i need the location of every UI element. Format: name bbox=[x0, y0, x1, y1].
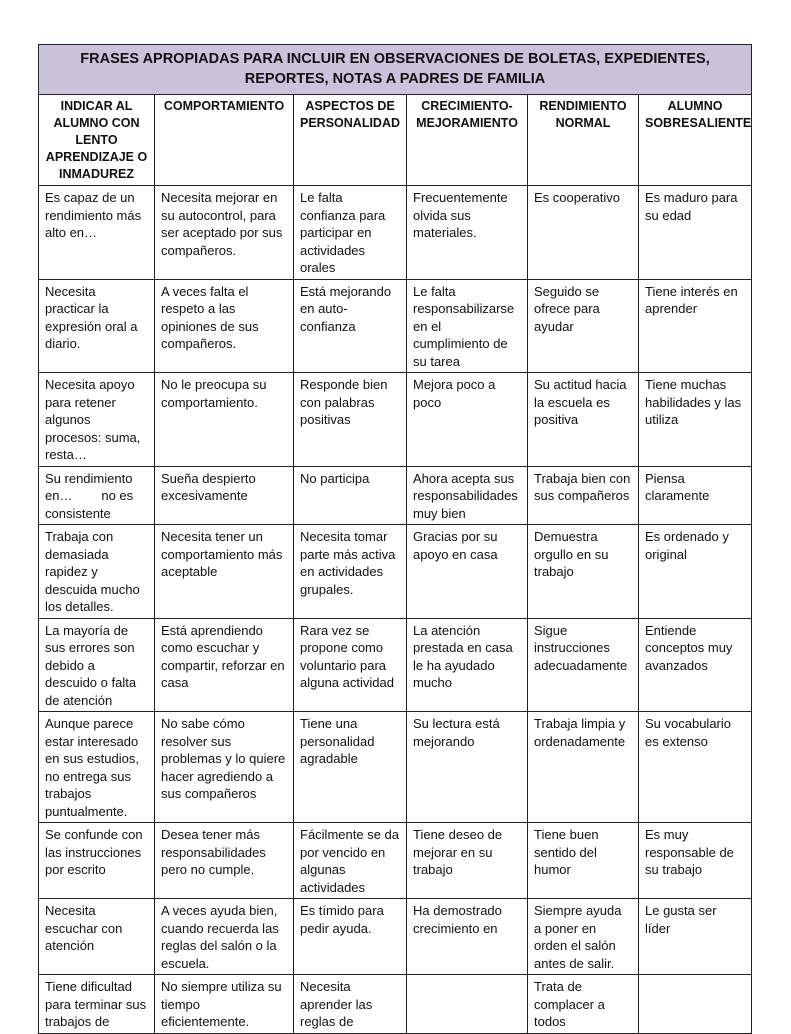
table-cell: Tiene dificultad para terminar sus trabajos de bbox=[39, 975, 155, 1034]
header-row bbox=[39, 95, 752, 186]
table-cell: Su lectura está mejorando bbox=[407, 712, 528, 823]
table-cell: Responde bien con palabras positivas bbox=[294, 373, 407, 467]
table-cell: Aunque parece estar interesado en sus estudios, no entrega sus trabajos puntualmente. bbox=[39, 712, 155, 823]
table-cell: La atención prestada en casa le ha ayudado mucho bbox=[407, 618, 528, 712]
table-cell: Necesita escuchar con atención bbox=[39, 899, 155, 975]
header-cell: CRECIMIENTO-MEJORAMIENTO bbox=[407, 95, 528, 186]
table-cell: Es capaz de un rendimiento más alto en… bbox=[39, 186, 155, 280]
table-title: FRASES APROPIADAS PARA INCLUIR EN OBSERVACIONES DE BOLETAS, EXPEDIENTES, REPORTES, NOTAS A PADRES DE FAMILIA bbox=[39, 45, 752, 95]
table-cell: Está aprendiendo como escuchar y compartir, reforzar en casa bbox=[155, 618, 294, 712]
table-cell: A veces ayuda bien, cuando recuerda las reglas del salón o la escuela. bbox=[155, 899, 294, 975]
table-cell: Demuestra orgullo en su trabajo bbox=[528, 525, 639, 619]
phrases-table bbox=[38, 44, 752, 1034]
header-cell: INDICAR AL ALUMNO CON LENTO APRENDIZAJE O INMADUREZ bbox=[39, 95, 155, 186]
table-row bbox=[39, 712, 752, 823]
table-cell: Trata de complacer a todos bbox=[528, 975, 639, 1034]
table-cell: Necesita practicar la expresión oral a diario. bbox=[39, 279, 155, 373]
table-cell: Mejora poco a poco bbox=[407, 373, 528, 467]
header-cell: RENDIMIENTO NORMAL bbox=[528, 95, 639, 186]
table-cell: Rara vez se propone como voluntario para alguna actividad bbox=[294, 618, 407, 712]
table-cell: Es tímido para pedir ayuda. bbox=[294, 899, 407, 975]
table-cell: Necesita apoyo para retener algunos procesos: suma, resta… bbox=[39, 373, 155, 467]
table-cell: Trabaja con demasiada rapidez y descuida mucho los detalles. bbox=[39, 525, 155, 619]
table-cell: A veces falta el respeto a las opiniones de sus compañeros. bbox=[155, 279, 294, 373]
table-cell: Está mejorando en auto-confianza bbox=[294, 279, 407, 373]
header-cell: ALUMNO SOBRESALIENTE bbox=[639, 95, 752, 186]
header-cell: COMPORTAMIENTO bbox=[155, 95, 294, 186]
table-cell: Se confunde con las instrucciones por escrito bbox=[39, 823, 155, 899]
table-cell: Necesita tomar parte más activa en actividades grupales. bbox=[294, 525, 407, 619]
table-cell: La mayoría de sus errores son debido a descuido o falta de atención bbox=[39, 618, 155, 712]
table-row bbox=[39, 975, 752, 1034]
header-cell: ASPECTOS DE PERSONALIDAD bbox=[294, 95, 407, 186]
table-cell: Ahora acepta sus responsabilidades muy bien bbox=[407, 466, 528, 525]
table-row bbox=[39, 373, 752, 467]
table-row bbox=[39, 618, 752, 712]
table-cell: Es cooperativo bbox=[528, 186, 639, 280]
table-cell: Es muy responsable de su trabajo bbox=[639, 823, 752, 899]
table-cell: Le falta confianza para participar en actividades orales bbox=[294, 186, 407, 280]
table-cell: Es maduro para su edad bbox=[639, 186, 752, 280]
table-cell: Sueña despierto excesivamente bbox=[155, 466, 294, 525]
table-cell: Piensa claramente bbox=[639, 466, 752, 525]
table-cell: Gracias por su apoyo en casa bbox=[407, 525, 528, 619]
table-row bbox=[39, 899, 752, 975]
table-row bbox=[39, 466, 752, 525]
table-cell: Le gusta ser líder bbox=[639, 899, 752, 975]
table-cell: Tiene muchas habilidades y las utiliza bbox=[639, 373, 752, 467]
table-cell: Tiene una personalidad agradable bbox=[294, 712, 407, 823]
table-cell: Su actitud hacia la escuela es positiva bbox=[528, 373, 639, 467]
table-cell: Su rendimiento en… no es consistente bbox=[39, 466, 155, 525]
table-cell: Siempre ayuda a poner en orden el salón antes de salir. bbox=[528, 899, 639, 975]
table-cell: Desea tener más responsabilidades pero no cumple. bbox=[155, 823, 294, 899]
table-cell: Tiene interés en aprender bbox=[639, 279, 752, 373]
table-cell: No siempre utiliza su tiempo eficientemente. bbox=[155, 975, 294, 1034]
table-cell: Tiene buen sentido del humor bbox=[528, 823, 639, 899]
table-cell: Trabaja bien con sus compañeros bbox=[528, 466, 639, 525]
table-cell: No participa bbox=[294, 466, 407, 525]
table-cell: Necesita mejorar en su autocontrol, para ser aceptado por sus compañeros. bbox=[155, 186, 294, 280]
table-cell: Frecuentemente olvida sus materiales. bbox=[407, 186, 528, 280]
document-sheet bbox=[38, 44, 751, 1034]
table-body bbox=[39, 186, 752, 1034]
table-row bbox=[39, 525, 752, 619]
table-cell: Trabaja limpia y ordenadamente bbox=[528, 712, 639, 823]
table-cell: No sabe cómo resolver sus problemas y lo quiere hacer agrediendo a sus compañeros bbox=[155, 712, 294, 823]
table-cell bbox=[639, 975, 752, 1034]
table-cell: Entiende conceptos muy avanzados bbox=[639, 618, 752, 712]
table-cell: Necesita aprender las reglas de bbox=[294, 975, 407, 1034]
table-row bbox=[39, 186, 752, 280]
table-cell: Su vocabulario es extenso bbox=[639, 712, 752, 823]
table-cell: No le preocupa su comportamiento. bbox=[155, 373, 294, 467]
table-cell: Ha demostrado crecimiento en bbox=[407, 899, 528, 975]
table-cell: Necesita tener un comportamiento más aceptable bbox=[155, 525, 294, 619]
table-cell: Sigue instrucciones adecuadamente bbox=[528, 618, 639, 712]
table-cell: Es ordenado y original bbox=[639, 525, 752, 619]
table-cell bbox=[407, 975, 528, 1034]
table-row bbox=[39, 823, 752, 899]
table-cell: Seguido se ofrece para ayudar bbox=[528, 279, 639, 373]
table-cell: Fácilmente se da por vencido en algunas actividades bbox=[294, 823, 407, 899]
table-cell: Tiene deseo de mejorar en su trabajo bbox=[407, 823, 528, 899]
table-row bbox=[39, 279, 752, 373]
table-cell: Le falta responsabilizarse en el cumplimiento de su tarea bbox=[407, 279, 528, 373]
